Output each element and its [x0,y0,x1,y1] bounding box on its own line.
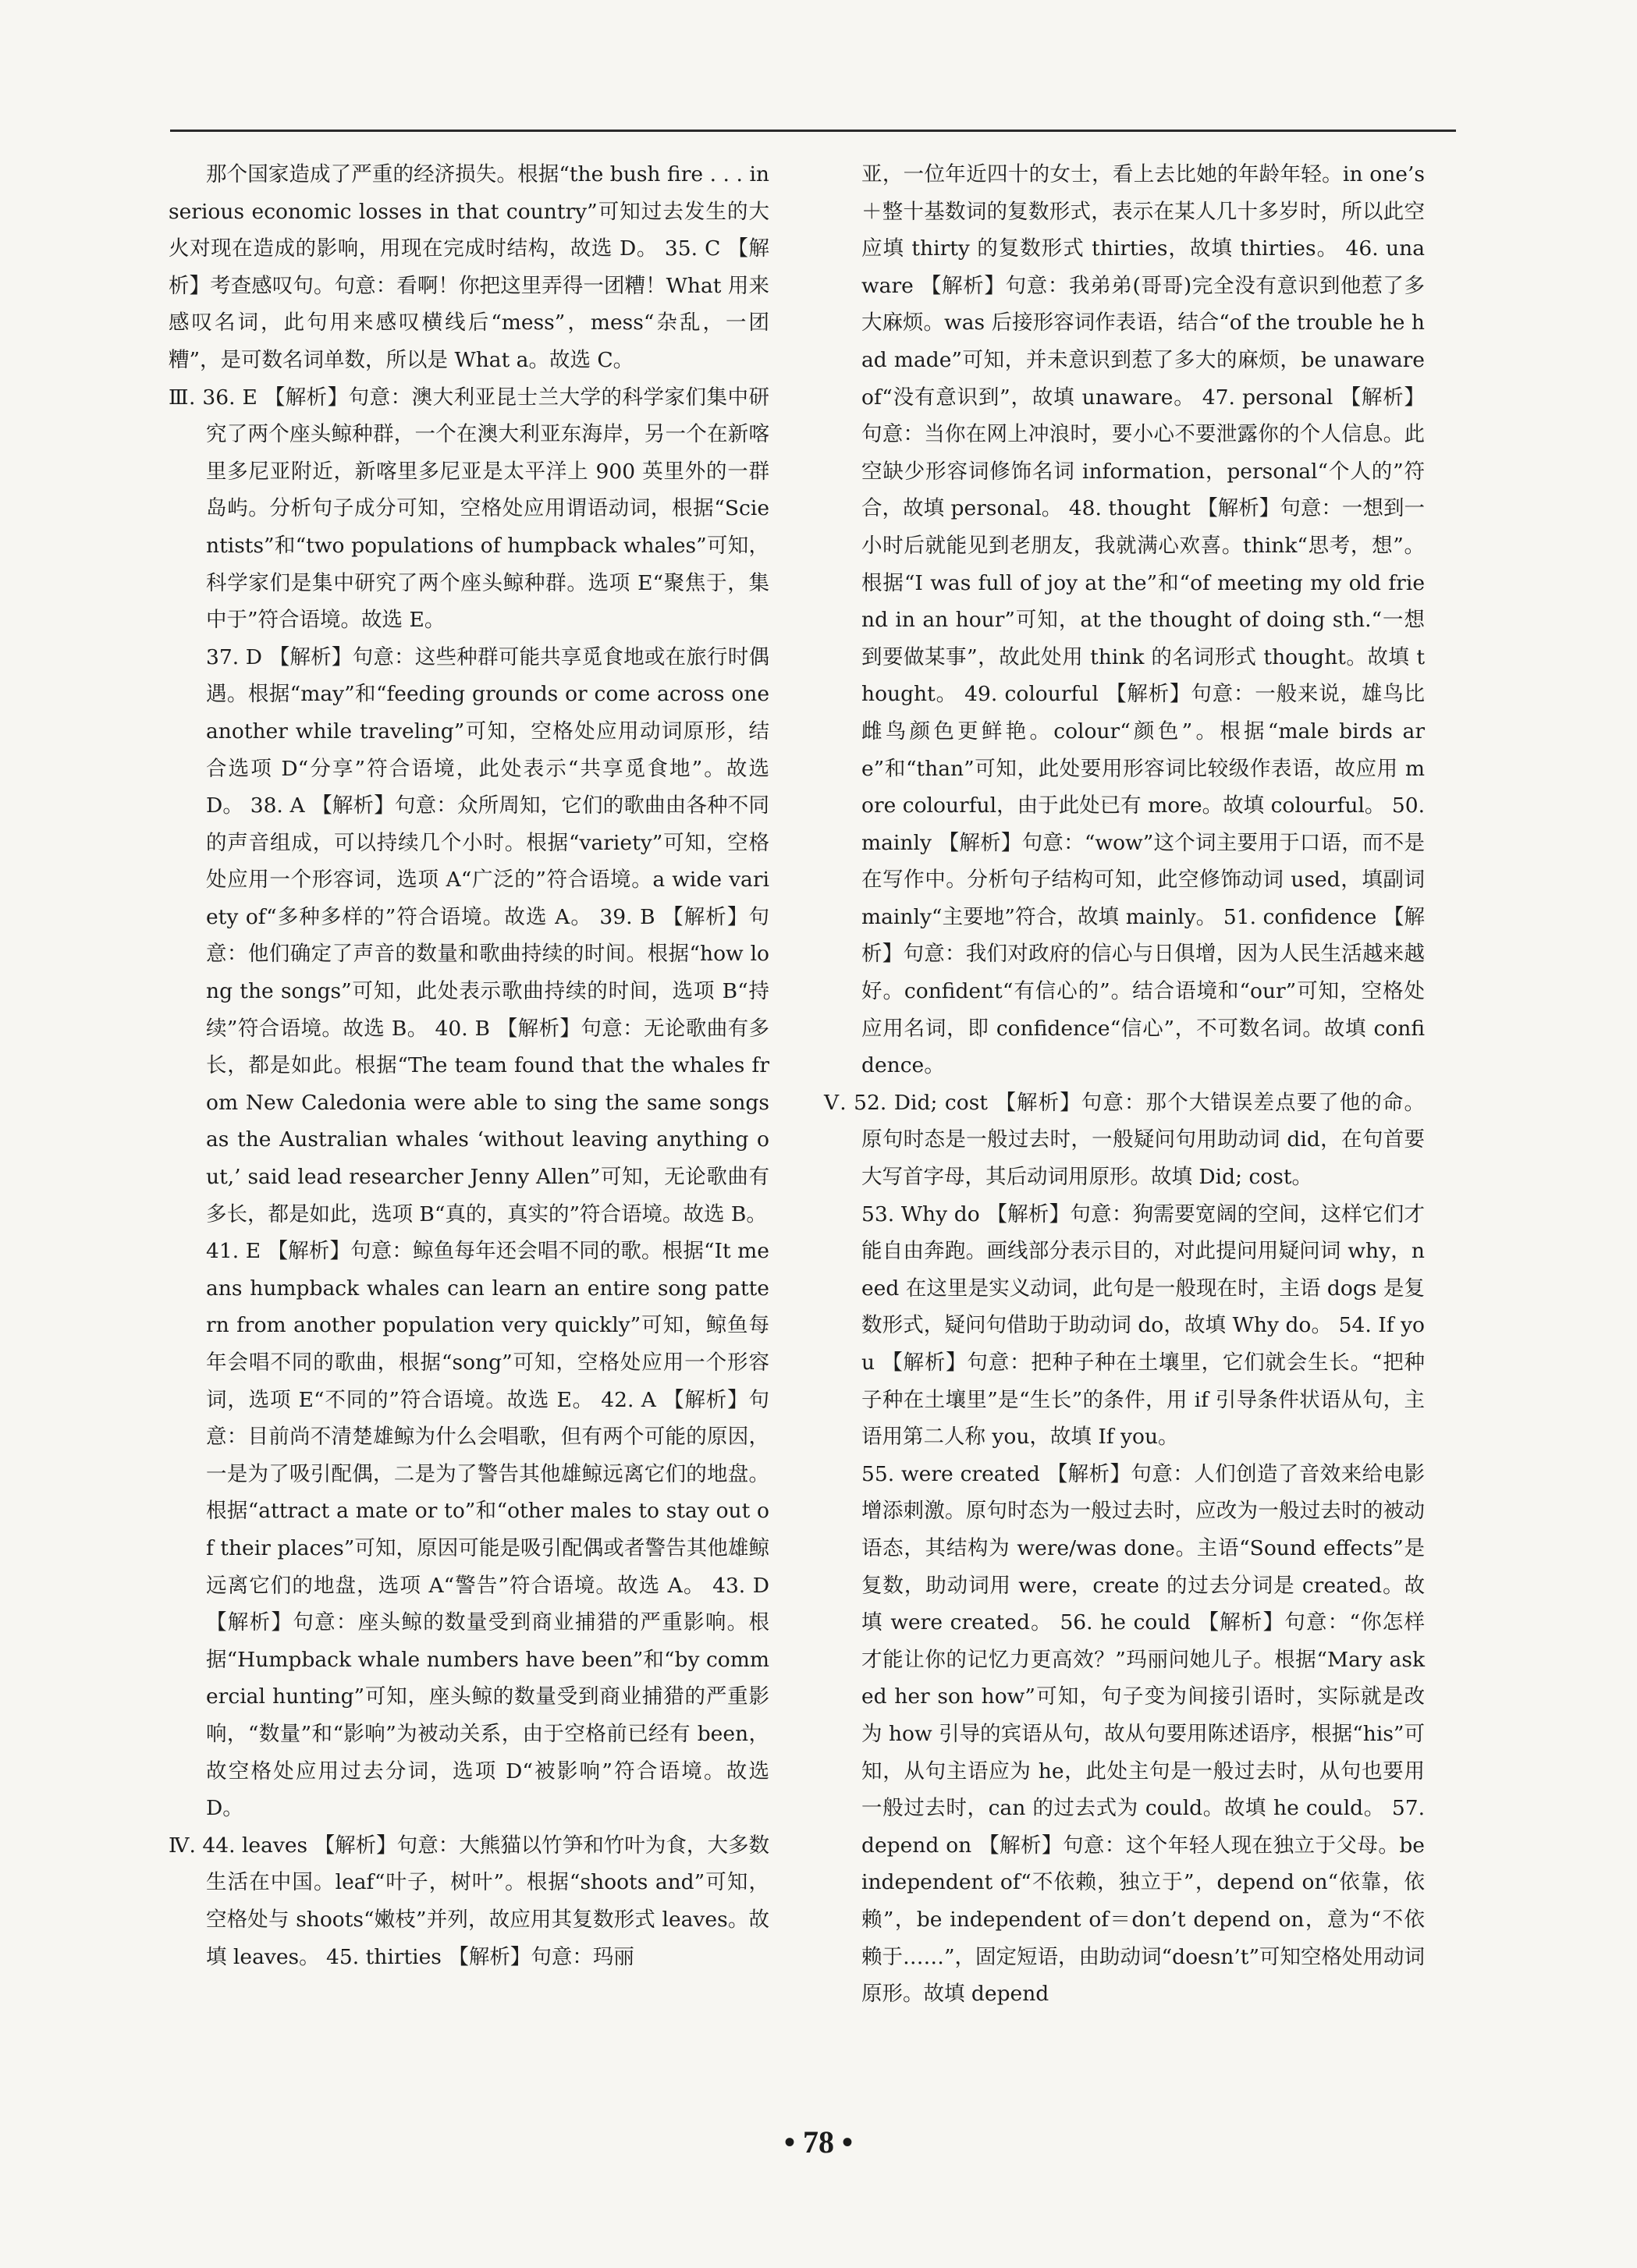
left-column [169,156,769,1975]
paragraph-q45-51: 亚，一位年近四十的女士，看上去比她的年龄年轻。in one’s＋整十基数词的复数形式，表示在某人几十多岁时，所以此空应填 thirty 的复数形式 thirties，故填 thirties。 46. unaware 【解析】句意：我弟弟(哥哥)完全没有意识到他惹了多大麻烦。was 后接形容词作表语，结合“of the trouble he had made”可知，并未意识到惹了多大的麻烦，be unaware of“没有意识到”，故填 unaware。 47. personal 【解析】句意：当你在网上冲浪时，要小心不要泄露你的个人信息。此空缺少形容词修饰名词 information，personal“个人的”符合，故填 personal。 48. thought 【解析】句意：一想到一小时后就能见到老朋友，我就满心欢喜。think“思考，想”。根据“I was full of joy at the”和“of meeting my old friend in an hour”可知，at the thought of doing sth.“一想到要做某事”，故此处用 think 的名词形式 thought。故填 thought。 49. colourful 【解析】句意：一般来说，雄鸟比雌鸟颜色更鲜艳。colour“颜色”。根据“male birds are”和“than”可知，此处要用形容词比较级作表语，故应用 more colourful，由于此处已有 more。故填 colourful。 50. mainly 【解析】句意：“wow”这个词主要用于口语，而不是在写作中。分析句子结构可知，此空修饰动词 used，填副词 mainly“主要地”符合，故填 mainly。 51. confidence 【解析】句意：我们对政府的信心与日俱增，因为人民生活越来越好。confident“有信心的”。结合语境和“our”可知，空格处应用名词，即 confidence“信心”，不可数名词。故填 confidence。 [861,162,1425,1078]
paragraph-section-v: Ⅴ. 52. Did; cost 【解析】句意：那个大错误差点要了他的命。原句时态是一般过去时，一般疑问句用助动词 did，在句首要大写首字母，其后动词用原形。故填 Did; cost。 [824,1090,1425,1190]
paragraph-q41-43: 41. E 【解析】句意：鲸鱼每年还会唱不同的歌。根据“It means humpback whales can learn an entire song pattern from another population very quickly”可知，鲸鱼每年会唱不同的歌曲，根据“song”可知，空格处应用一个形容词，选项 E“不同的”符合语境。故选 E。 42. A 【解析】句意：目前尚不清楚雄鲸为什么会唱歌，但有两个可能的原因，一是为了吸引配偶，二是为了警告其他雄鲸远离它们的地盘。根据“attract a mate or to”和“other males to stay out of their places”可知，原因可能是吸引配偶或者警告其他雄鲸远离它们的地盘，选项 A“警告”符合语境。故选 A。 43. D 【解析】句意：座头鲸的数量受到商业捕猎的严重影响。根据“Humpback whale numbers have been”和“by commercial hunting”可知，座头鲸的数量受到商业捕猎的严重影响，“数量”和“影响”为被动关系，由于空格前已经有 been，故空格处应用过去分词，选项 D“被影响”符合语境。故选 D。 [206,1239,769,1821]
header-rule [170,130,1456,132]
page-number: • 78 • [783,2124,854,2160]
paragraph-q34-35: 那个国家造成了严重的经济损失。根据“the bush fire . . . in serious economic losses in that country”可知过去发生的大火对现在造成的影响，用现在完成时结构，故选 D。 35. C 【解析】考查感叹句。句意：看啊！你把这里弄得一团糟！What 用来感叹名词，此句用来感叹横线后“mess”，mess“杂乱，一团糟”，是可数名词单数，所以是 What a。故选 C。 [169,162,769,372]
paragraph-section-iv: Ⅳ. 44. leaves 【解析】句意：大熊猫以竹笋和竹叶为食，大多数生活在中国。leaf“叶子，树叶”。根据“shoots and”可知，空格处与 shoots“嫩枝”并列，故应用其复数形式 leaves。故填 leaves。 45. thirties 【解析】句意：玛丽 [169,1833,769,1969]
right-column [824,156,1425,2013]
paragraph-q53-54: 53. Why do 【解析】句意：狗需要宽阔的空间，这样它们才能自由奔跑。画线部分表示目的，对此提问用疑问词 why，need 在这里是实义动词，此句是一般现在时，主语 dogs 是复数形式，疑问句借助于助动词 do，故填 Why do。 54. If you 【解析】句意：把种子种在土壤里，它们就会生长。“把种子种在土壤里”是“生长”的条件，用 if 引导条件状语从句，主语用第二人称 you，故填 If you。 [861,1201,1425,1450]
paragraph-section-iii: Ⅲ. 36. E 【解析】句意：澳大利亚昆士兰大学的科学家们集中研究了两个座头鲸种群，一个在澳大利亚东海岸，另一个在新喀里多尼亚附近，新喀里多尼亚是太平洋上 900 英里外的一群岛屿。分析句子成分可知，空格处应用谓语动词，根据“Scientists”和“two populations of humpback whales”可知，科学家们是集中研究了两个座头鲸种群。选项 E“聚焦于，集中于”符合语境。故选 E。 [169,385,769,633]
paragraph-q37-40: 37. D 【解析】句意：这些种群可能共享觅食地或在旅行时偶遇。根据“may”和“feeding grounds or come across one another while traveling”可知，空格处应用动词原形，结合选项 D“分享”符合语境，此处表示“共享觅食地”。故选 D。 38. A 【解析】句意：众所周知，它们的歌曲由各种不同的声音组成，可以持续几个小时。根据“variety”可知，空格处应用一个形容词，选项 A“广泛的”符合语境。a wide variety of“多种多样的”符合语境。故选 A。 39. B 【解析】句意：他们确定了声音的数量和歌曲持续的时间。根据“how long the songs”可知，此处表示歌曲持续的时间，选项 B“持续”符合语境。故选 B。 40. B 【解析】句意：无论歌曲有多长，都是如此。根据“The team found that the whales from New Caledonia were able to sing the same songs as the Australian whales ‘without leaving anything out,’ said lead researcher Jenny Allen”可知，无论歌曲有多长，都是如此，选项 B“真的，真实的”符合语境。故选 B。 [206,644,769,1226]
page-number-value: 78 [803,2124,834,2160]
paragraph-q55-57: 55. were created 【解析】句意：人们创造了音效来给电影增添刺激。原句时态为一般过去时，应改为一般过去时的被动语态，其结构为 were/was done。主语“Sound effects”是复数，助动词用 were，create 的过去分词是 created。故填 were created。 56. he could 【解析】句意：“你怎样才能让你的记忆力更高效？”玛丽问她儿子。根据“Mary asked her son how”可知，句子变为间接引语时，实际就是改为 how 引导的宾语从句，故从句要用陈述语序，根据“his”可知，从句主语应为 he，此处主句是一般过去时，从句也要用一般过去时，can 的过去式为 could。故填 he could。 57. depend on 【解析】句意：这个年轻人现在独立于父母。be independent of“不依赖，独立于”，depend on“依靠，依赖”，be independent of＝don’t depend on，意为“不依赖于……”，固定短语，由助动词“doesn’t”可知空格处用动词原形。故填 depend [861,1461,1425,2007]
